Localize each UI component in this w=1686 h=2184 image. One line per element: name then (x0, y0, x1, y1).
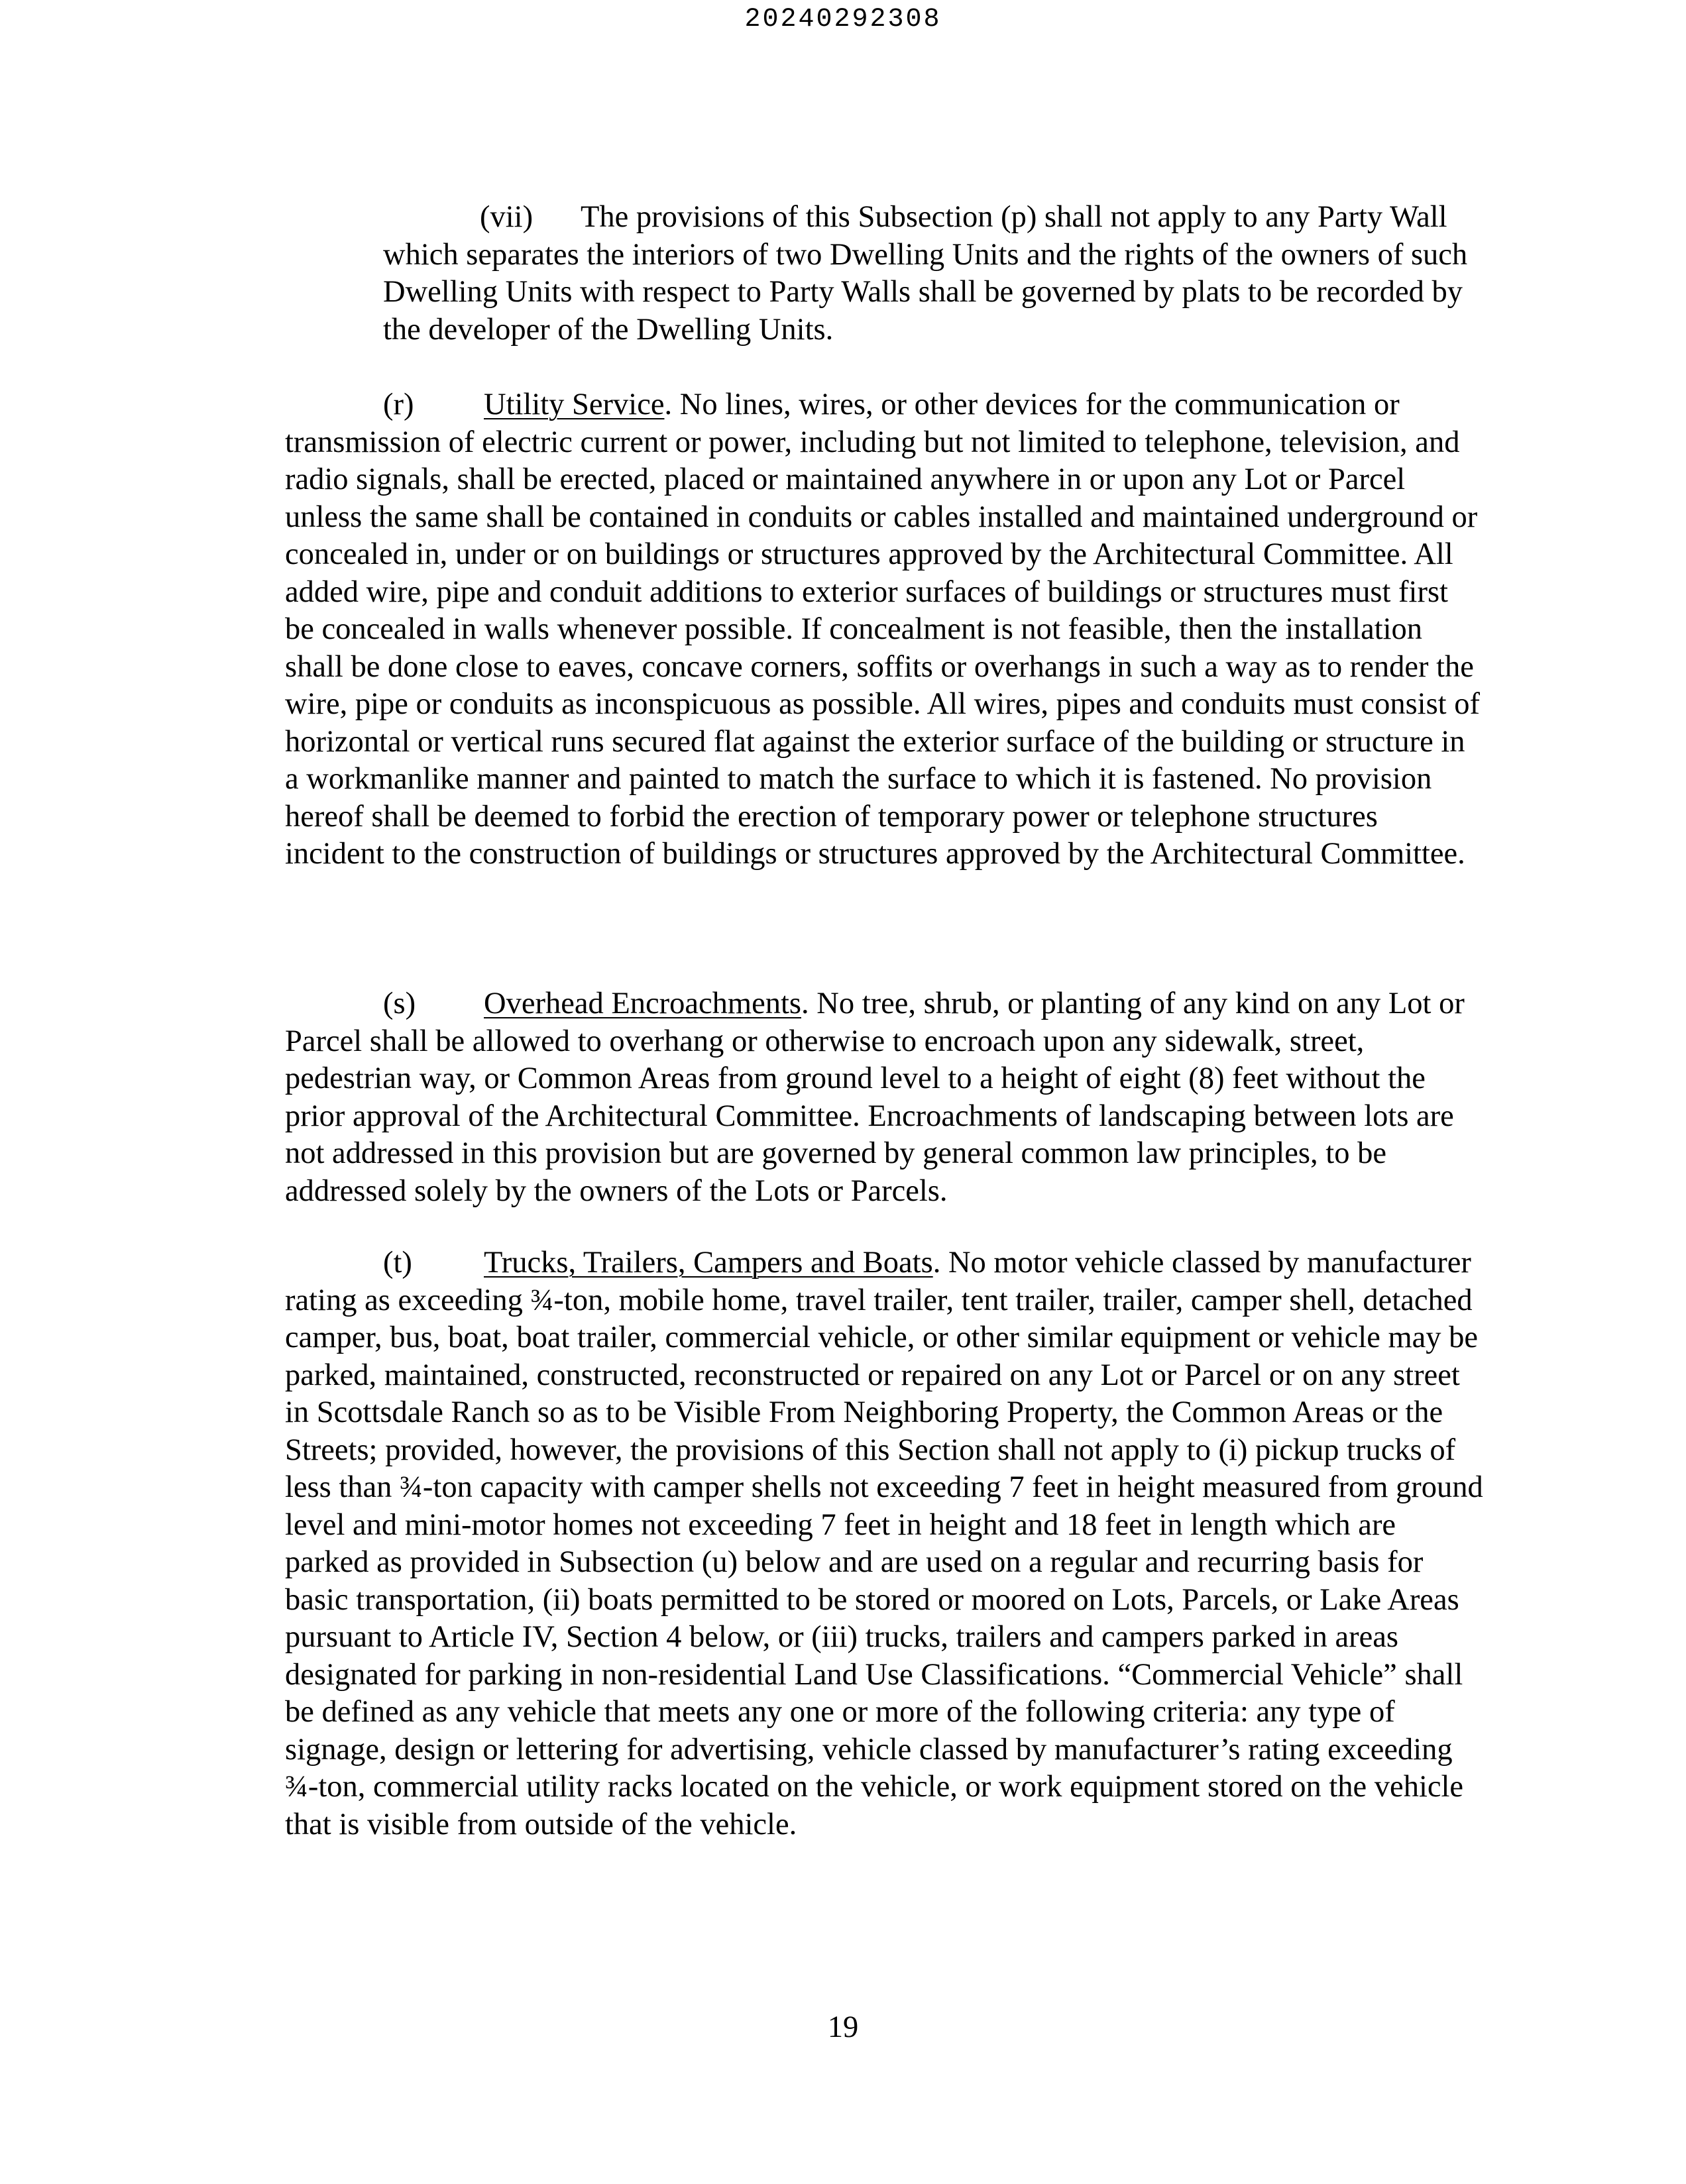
paragraph-number: (s) (383, 987, 416, 1020)
paragraph-text: . No lines, wires, or other devices for the communication or transmission of electric current or power, including but not limited to telephone, television, and radio signals, shall be erected, placed or maintained anywhere in or upon any Lot or Parcel unless the same shall be contained in conduits or cables installed and maintained underground or concealed in, under or on buildings or structures approved by the Architectural Committee. All added wire, pipe and conduit additions to exterior surfaces of buildings or structures must first be concealed in walls whenever possible. If concealment is not feasible, then the installation shall be done close to eaves, concave corners, soffits or overhangs in such a way as to render the wire, pipe or conduits as inconspicuous as possible. All wires, pipes and conduits must consist of horizontal or vertical runs secured flat against the exterior surface of the building or structure in a workmanlike manner and painted to match the surface to which it is fastened. No provision hereof shall be deemed to forbid the erection of temporary power or telephone structures incident to the construction of buildings or structures approved by the Architectural Committee. (285, 388, 1480, 871)
paragraph-number: (t) (383, 1246, 412, 1280)
paragraph-vii (383, 199, 1470, 349)
section-heading: Utility Service (484, 388, 665, 421)
paragraph-number: (r) (383, 388, 414, 421)
section-heading: Overhead Encroachments (484, 987, 801, 1020)
paragraph-text: . No motor vehicle classed by manufacturer rating as exceeding ¾-ton, mobile home, travel trailer, tent trailer, trailer, camper shell, detached camper, bus, boat, boat trailer, commercial vehicle, or other similar equipment or vehicle may be parked, maintained, constructed, reconstructed or repaired on any Lot or Parcel or on any street in Scottsdale Ranch so as to be Visible From Neighboring Property, the Common Areas or the Streets; provided, however, the provisions of this Section shall not apply to (i) pickup trucks of less than ¾-ton capacity with camper shells not exceeding 7 feet in height measured from ground level and mini-motor homes not exceeding 7 feet in height and 18 feet in length which are parked as provided in Subsection (u) below and are used on a regular and recurring basis for basic transportation, (ii) boats permitted to be stored or moored on Lots, Parcels, or Lake Areas pursuant to Article IV, Section 4 below, or (iii) trucks, trailers and campers parked in areas designated for parking in non-residential Land Use Classifications. “Commercial Vehicle” shall be defined as any vehicle that meets any one or more of the following criteria: any type of signage, design or lettering for advertising, vehicle classed by manufacturer’s rating exceeding ¾-ton, commercial utility racks located on the vehicle, or work equipment stored on the vehicle that is visible from outside of the vehicle. (285, 1246, 1483, 1841)
paragraph-text: The provisions of this Subsection (p) shall not apply to any Party Wall which separates the interiors of two Dwelling Units and the rights of the owners of such Dwelling Units with respect to Party Walls shall be governed by plats to be recorded by the developer of the Dwelling Units. (383, 200, 1468, 347)
paragraph-text: . No tree, shrub, or planting of any kind on any Lot or Parcel shall be allowed to overhang or otherwise to encroach upon any sidewalk, street, pedestrian way, or Common Areas from ground level to a height of eight (8) feet without the prior approval of the Architectural Committee. Encroachments of landscaping between lots are not addressed in this provision but are governed by general common law principles, to be addressed solely by the owners of the Lots or Parcels. (285, 987, 1465, 1208)
paragraph-r-utility-service (285, 386, 1485, 873)
recording-number: 20240292308 (744, 5, 942, 34)
paragraph-s-overhead-encroachments (285, 985, 1485, 1210)
page-number: 19 (827, 2010, 859, 2044)
paragraph-number: (vii) (480, 200, 534, 234)
section-heading: Trucks, Trailers, Campers and Boats (484, 1246, 933, 1280)
paragraph-t-trucks-trailers (285, 1244, 1485, 1843)
